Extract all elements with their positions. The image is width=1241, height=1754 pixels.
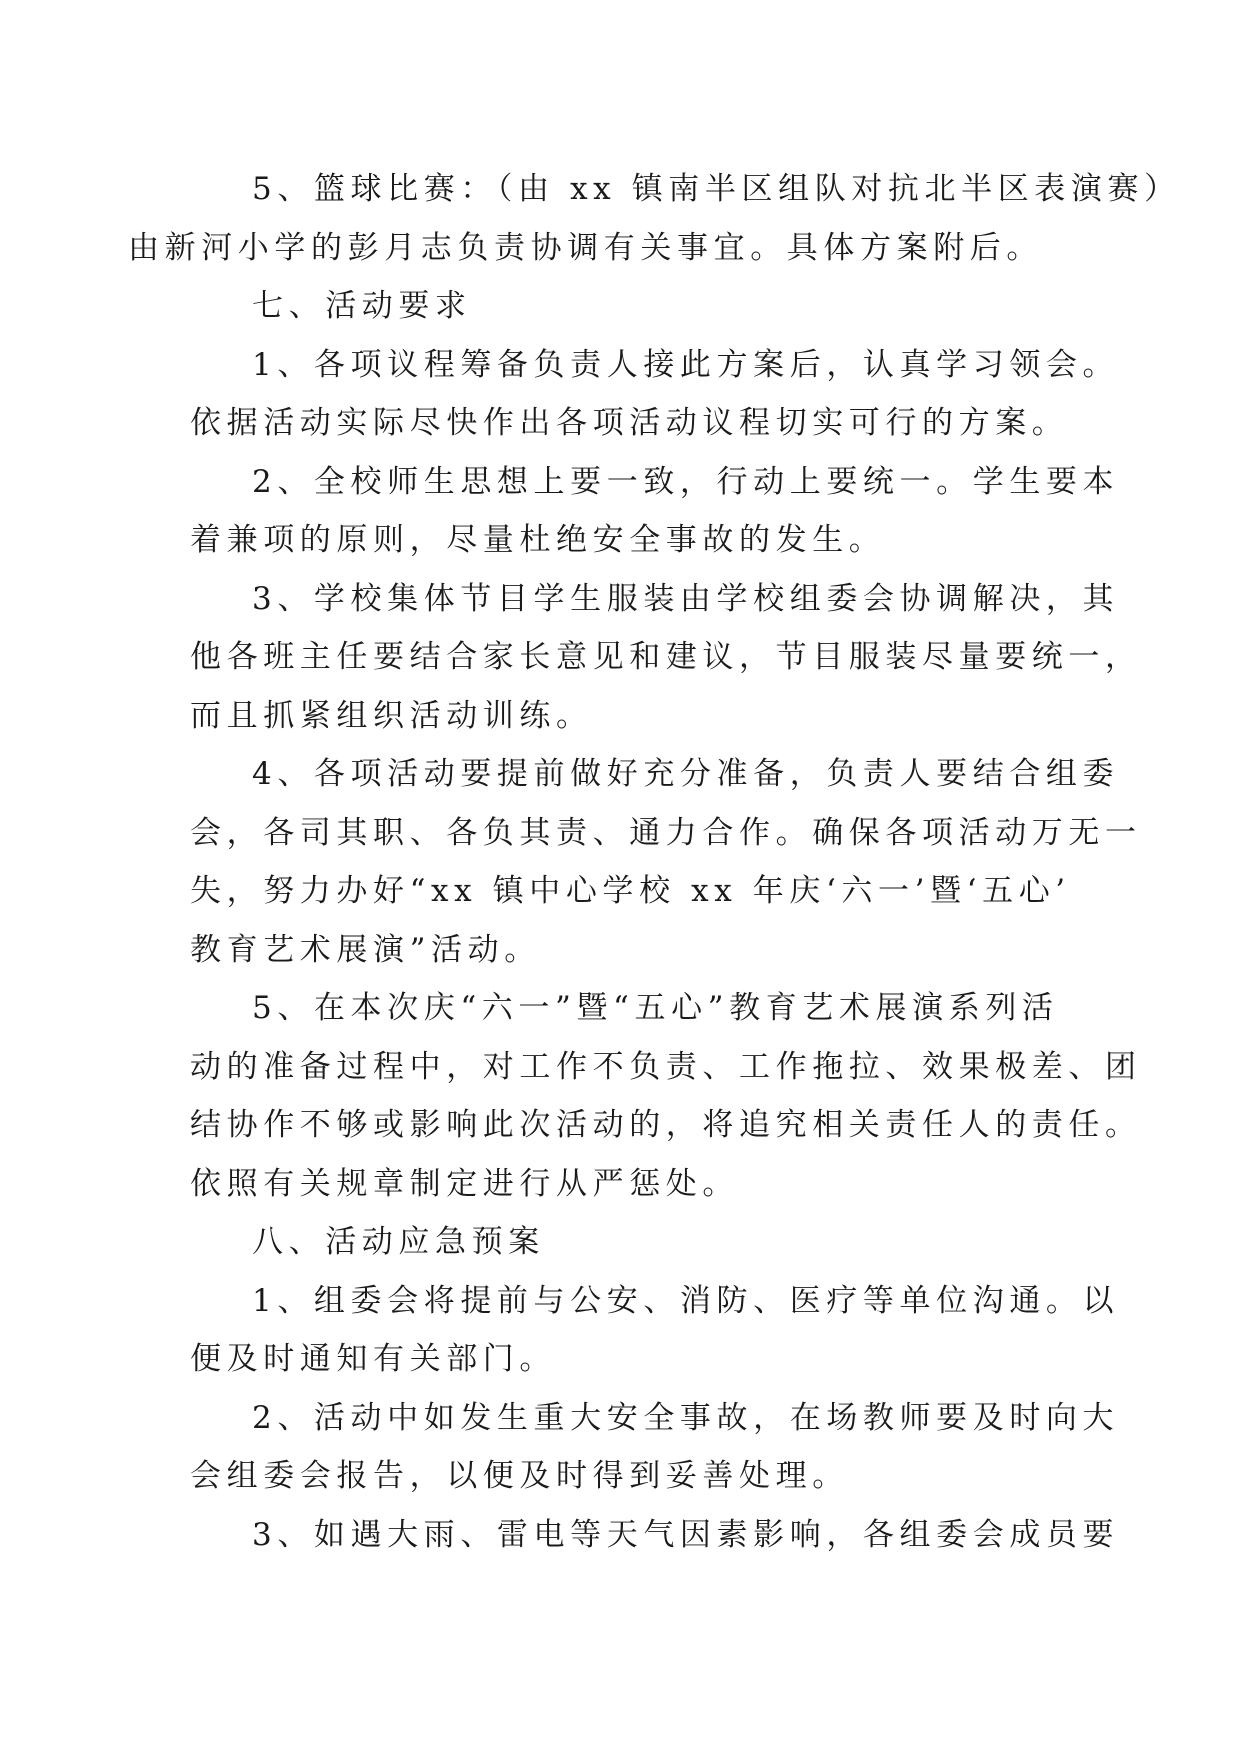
text-line: 1、各项议程筹备负责人接此方案后，认真学习领会。 xyxy=(252,346,1120,383)
text-line: 失，努力办好“xx 镇中心学校 xx 年庆‘六一’暨‘五心’ xyxy=(190,873,1071,909)
text-line: 由新河小学的彭月志负责协调有关事宜。具体方案附后。 xyxy=(128,229,1043,266)
text-line: 3、学校集体节目学生服装由学校组委会协调解决，其 xyxy=(252,580,1120,617)
text-line: 结协作不够或影响此次活动的，将追究相关责任人的责任。 xyxy=(190,1107,1142,1143)
text-line: 依照有关规章制定进行从严惩处。 xyxy=(190,1165,739,1202)
text-line: 5、篮球比赛：（由 xx 镇南半区组队对抗北半区表演赛） xyxy=(252,171,1181,207)
text-line: 会组委会报告，以便及时得到妥善处理。 xyxy=(190,1458,849,1494)
text-line: 会，各司其职、各负其责、通力合作。确保各项活动万无一 xyxy=(190,814,1142,851)
text-line: 2、全校师生思想上要一致，行动上要统一。学生要本 xyxy=(252,463,1120,500)
text-line: 2、活动中如发生重大安全事故，在场教师要及时向大 xyxy=(252,1399,1120,1436)
paragraph-requirement-1 xyxy=(190,336,1120,453)
text-line: 教育艺术展演”活动。 xyxy=(190,931,541,968)
section-heading-activity-requirements xyxy=(190,277,1070,336)
paragraph-emergency-1 xyxy=(190,1272,1120,1389)
text-line: 而且抓紧组织活动训练。 xyxy=(190,697,593,734)
text-line: 4、各项活动要提前做好充分准备，负责人要结合组委 xyxy=(252,756,1120,792)
text-line: 5、在本次庆“六一”暨“五心”教育艺术展演系列活 xyxy=(252,990,1059,1026)
section-heading-emergency-plan xyxy=(190,1213,1070,1272)
text-line: 着兼项的原则，尽量杜绝安全事故的发生。 xyxy=(190,522,886,558)
text-line: 他各班主任要结合家长意见和建议，节目服装尽量要统一， xyxy=(190,639,1142,675)
paragraph-emergency-3 xyxy=(190,1506,1120,1565)
text-line: 便及时通知有关部门。 xyxy=(190,1341,556,1377)
paragraph-requirement-3 xyxy=(190,570,1142,746)
text-line: 七、活动要求 xyxy=(252,288,472,324)
paragraph-requirement-2 xyxy=(190,453,1120,570)
paragraph-requirement-4 xyxy=(190,745,1142,979)
paragraph-requirement-5 xyxy=(190,979,1142,1213)
text-line: 八、活动应急预案 xyxy=(252,1224,545,1260)
text-line: 3、如遇大雨、雷电等天气因素影响，各组委会成员要 xyxy=(252,1516,1120,1553)
paragraph-basketball xyxy=(128,160,1181,277)
text-line: 依据活动实际尽快作出各项活动议程切实可行的方案。 xyxy=(190,405,1069,441)
paragraph-emergency-2 xyxy=(190,1389,1120,1506)
text-line: 1、组委会将提前与公安、消防、医疗等单位沟通。以 xyxy=(252,1282,1120,1319)
document-body xyxy=(128,160,1181,1564)
text-line: 动的准备过程中，对工作不负责、工作拖拉、效果极差、团 xyxy=(190,1048,1142,1085)
